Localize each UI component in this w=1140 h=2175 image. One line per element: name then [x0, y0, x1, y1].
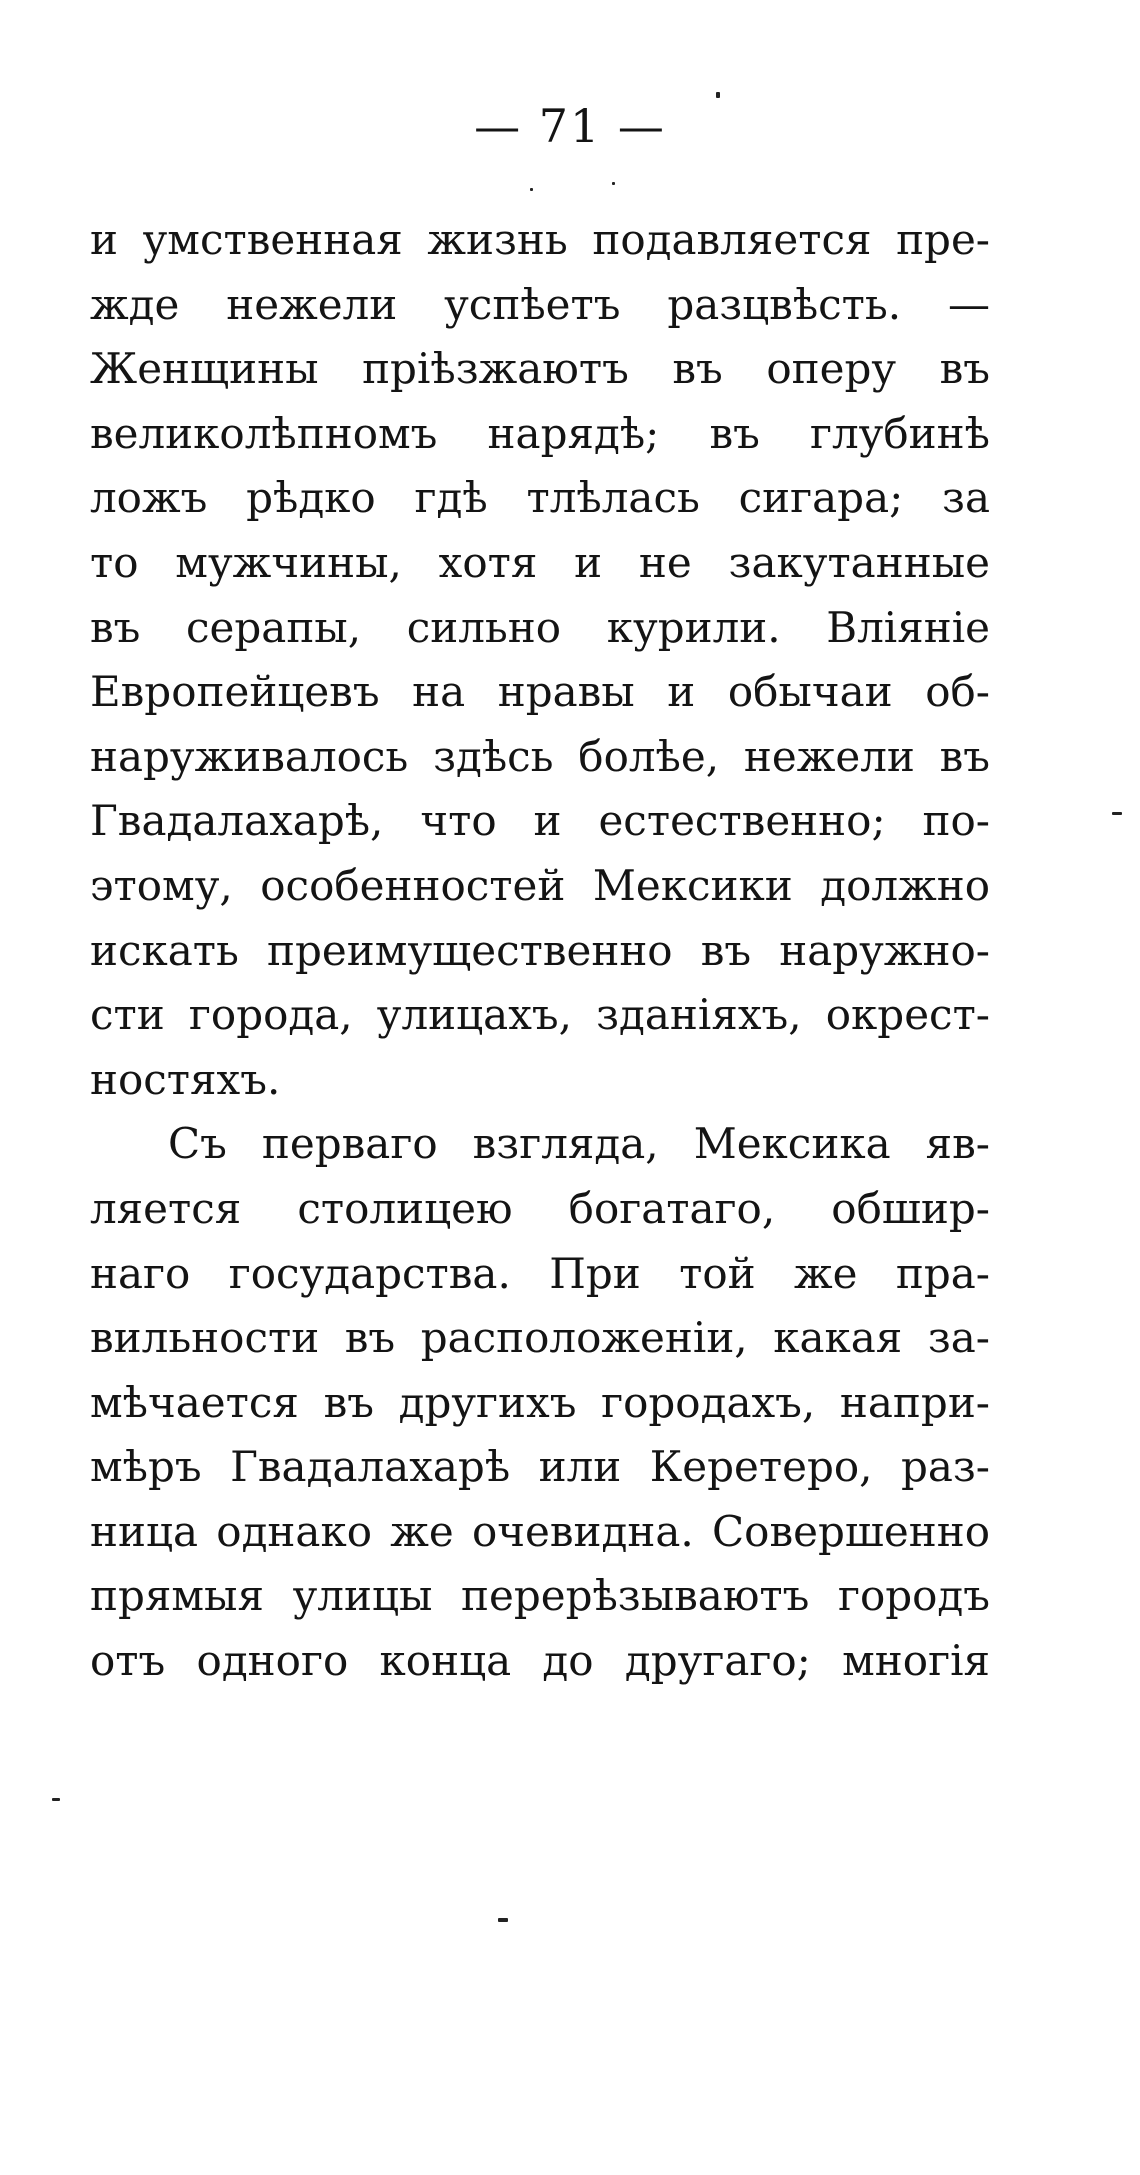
scan-speck — [52, 1798, 60, 1801]
text-line: Съ перваго взгляда, Мексика яв- — [168, 1119, 990, 1169]
text-line: Гвадалахарѣ, что и естественно; по- — [90, 796, 990, 846]
scan-speck — [612, 182, 615, 185]
body-text — [90, 208, 990, 1694]
text-line: въ серапы, сильно курили. Влiянiе — [90, 602, 990, 652]
text-line: и умственная жизнь подавляется пре- — [90, 215, 990, 264]
text-line: великолѣпномъ нарядѣ; въ глубинѣ — [90, 408, 990, 458]
text-line: Женщины прiѣзжаютъ въ оперу въ — [90, 344, 990, 394]
text-line: то мужчины, хотя и не закутанные — [90, 537, 990, 587]
scan-speck — [1112, 812, 1122, 815]
scan-speck — [498, 1918, 508, 1922]
text-line: искать преимущественно въ наружно- — [90, 925, 990, 975]
text-line: мѣръ Гвадалахарѣ или Керетеро, раз- — [90, 1442, 990, 1492]
text-line: прямыя улицы перерѣзываютъ городъ — [90, 1571, 990, 1621]
scan-speck — [716, 92, 720, 98]
text-line: ложъ рѣдко гдѣ тлѣлась сигара; за — [90, 473, 990, 523]
page-number: — 71 — — [474, 99, 666, 153]
text-line: ница однако же очевидна. Совершенно — [90, 1506, 990, 1556]
scan-speck — [530, 188, 533, 191]
text-line: ляется столицею богатаго, обшир- — [90, 1183, 990, 1233]
text-line: сти города, улицахъ, зданiяхъ, окрест- — [90, 990, 990, 1040]
text-line: отъ одного конца до другаго; многiя — [90, 1636, 990, 1686]
text-line: наго государства. При той же пра- — [90, 1248, 990, 1298]
text-line: этому, особенностей Мексики должно — [90, 860, 990, 910]
text-line: вильности въ расположенiи, какая за- — [90, 1313, 990, 1363]
text-line: наруживалось здѣсь болѣе, нежели въ — [90, 731, 990, 781]
text-line: мѣчается въ другихъ городахъ, напри- — [90, 1377, 990, 1427]
text-line: ностяхъ. — [90, 1054, 281, 1104]
text-line: жде нежели успѣетъ разцвѣсть. — — [90, 279, 990, 329]
text-line: Европейцевъ на нравы и обычаи об- — [90, 667, 990, 717]
